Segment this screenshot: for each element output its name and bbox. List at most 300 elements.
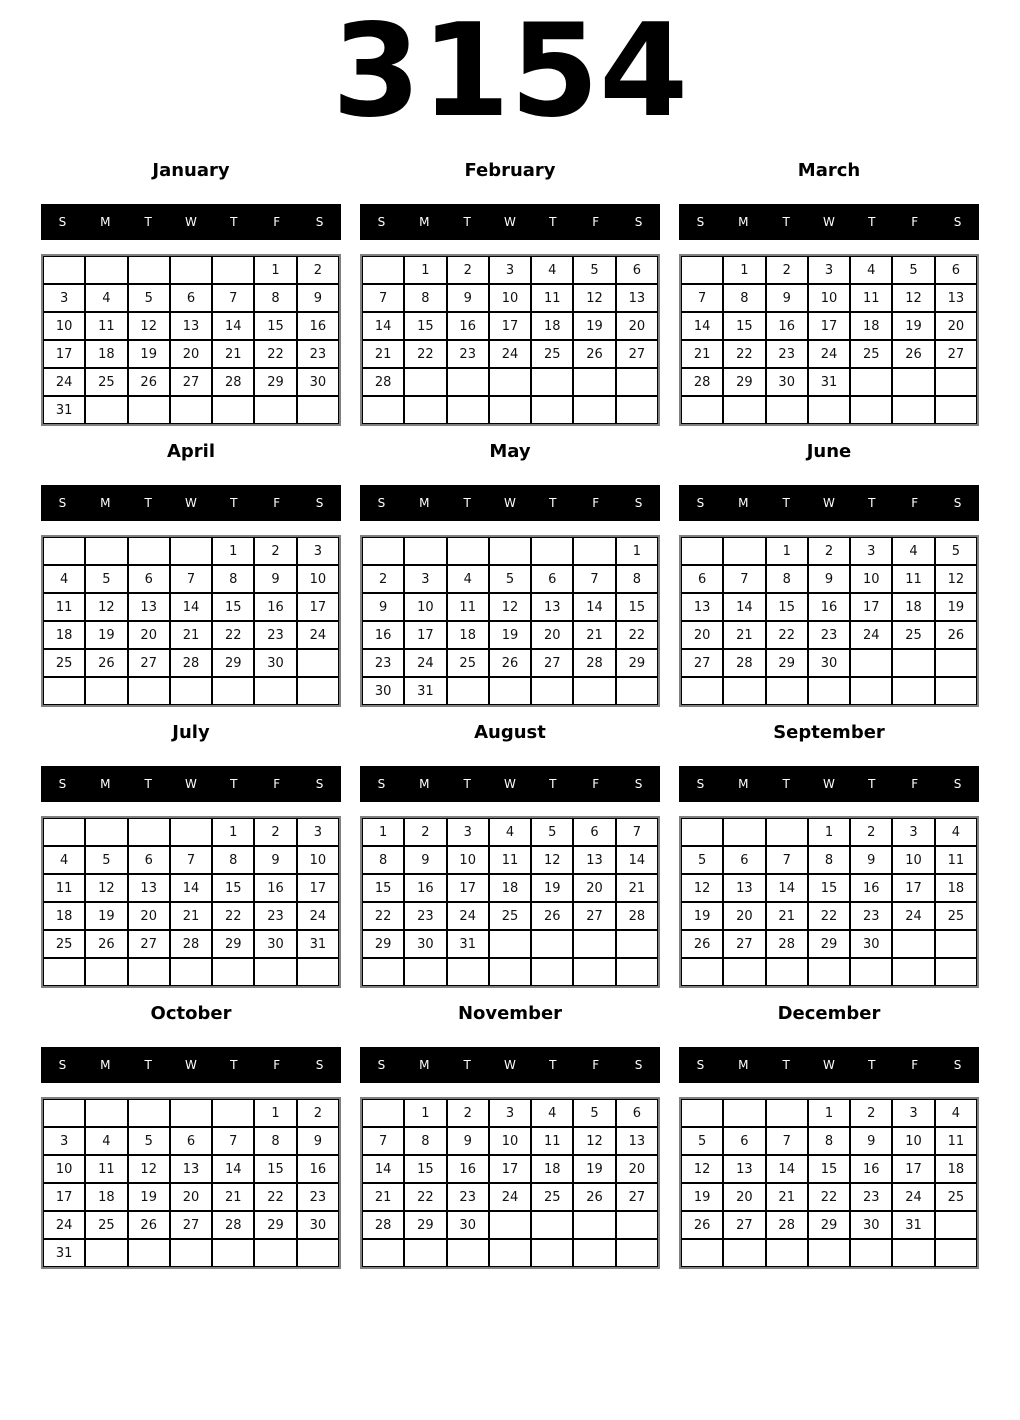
day-cell [254,958,296,986]
weekday-label: S [634,777,643,791]
day-cell [447,958,489,986]
day-cell [766,818,808,846]
day-cell: 2 [404,818,446,846]
day-cell [573,537,615,565]
day-cell [850,649,892,677]
day-cell: 26 [935,621,977,649]
day-cell [297,396,339,424]
day-cell: 11 [531,284,573,312]
day-cell: 25 [531,1183,573,1211]
day-cell: 3 [404,565,446,593]
day-cell: 9 [808,565,850,593]
day-cell [170,818,212,846]
day-cell: 9 [297,1127,339,1155]
day-cell: 25 [935,1183,977,1211]
day-cell: 20 [128,902,170,930]
day-cell: 22 [808,902,850,930]
day-cell [447,368,489,396]
day-cell: 22 [362,902,404,930]
month-name: October [150,1003,232,1024]
day-cell [850,1239,892,1267]
day-cell [43,537,85,565]
day-cell: 1 [766,537,808,565]
day-cell [254,396,296,424]
day-cell: 4 [43,846,85,874]
year-title: 3154 [331,0,689,146]
day-cell: 7 [723,565,765,593]
day-cell: 28 [212,368,254,396]
day-cell: 12 [85,593,127,621]
day-cell: 15 [212,593,254,621]
day-cell: 9 [404,846,446,874]
weekday-label: S [634,215,643,229]
day-cell: 27 [531,649,573,677]
month-block [679,1003,979,1269]
day-cell: 19 [128,1183,170,1211]
day-cell [170,1239,212,1267]
day-cell: 27 [681,649,723,677]
day-cell: 29 [254,1211,296,1239]
day-cell: 6 [128,846,170,874]
day-cell: 3 [489,1099,531,1127]
day-cell [170,537,212,565]
day-cell [297,958,339,986]
day-cell: 22 [254,340,296,368]
weekday-label: S [696,496,705,510]
day-cell [531,537,573,565]
day-cell: 16 [850,1155,892,1183]
day-cell: 23 [447,1183,489,1211]
month-block [679,441,979,707]
day-cell: 10 [808,284,850,312]
day-cell: 19 [681,902,723,930]
day-cell: 11 [935,1127,977,1155]
day-cell: 1 [404,256,446,284]
day-cell: 11 [43,593,85,621]
weekday-header [679,485,979,521]
day-cell: 19 [489,621,531,649]
month-name: May [489,441,531,462]
day-cell: 5 [892,256,934,284]
day-cell: 27 [723,930,765,958]
day-cell: 21 [766,1183,808,1211]
day-cell: 8 [212,846,254,874]
day-cell: 8 [723,284,765,312]
day-cell: 23 [808,621,850,649]
weekday-header [41,1047,341,1083]
day-cell: 26 [892,340,934,368]
day-cell: 12 [935,565,977,593]
day-cell: 28 [170,930,212,958]
day-cell [892,958,934,986]
day-cell [297,1239,339,1267]
day-cell: 17 [43,340,85,368]
day-cell: 8 [808,1127,850,1155]
day-cell [892,1239,934,1267]
day-cell: 31 [447,930,489,958]
day-cell: 21 [212,1183,254,1211]
month-block [41,1003,341,1269]
day-cell: 6 [170,1127,212,1155]
day-cell [850,958,892,986]
day-cell: 5 [85,565,127,593]
day-cell: 1 [362,818,404,846]
weekday-header [679,1047,979,1083]
day-cell: 3 [43,284,85,312]
day-cell [723,818,765,846]
weekday-label: M [419,1058,430,1072]
day-cell: 23 [850,902,892,930]
day-cell: 22 [212,621,254,649]
day-cell: 10 [447,846,489,874]
day-cell [935,368,977,396]
month-block [41,160,341,426]
day-cell: 2 [297,1099,339,1127]
month-block [360,160,660,426]
day-cell: 1 [254,256,296,284]
day-cell [723,396,765,424]
day-grid [679,816,979,988]
day-cell [85,396,127,424]
day-cell: 21 [362,1183,404,1211]
weekday-label: F [273,777,281,791]
day-cell: 1 [212,818,254,846]
weekday-label: S [315,215,324,229]
day-cell [128,958,170,986]
day-cell: 13 [170,312,212,340]
day-cell: 11 [43,874,85,902]
day-cell: 19 [935,593,977,621]
day-cell: 3 [850,537,892,565]
day-cell: 2 [850,818,892,846]
day-cell: 26 [573,340,615,368]
day-cell: 6 [681,565,723,593]
day-cell: 27 [616,340,658,368]
day-cell: 19 [85,621,127,649]
day-grid [679,1097,979,1269]
day-cell [850,396,892,424]
weekday-header [41,204,341,240]
day-cell: 26 [489,649,531,677]
day-cell: 31 [892,1211,934,1239]
day-cell: 3 [892,1099,934,1127]
day-cell: 17 [489,312,531,340]
weekday-label: T [463,496,471,510]
day-cell: 24 [850,621,892,649]
day-cell: 14 [766,874,808,902]
month-name: February [464,160,556,181]
day-cell: 19 [85,902,127,930]
day-cell [531,1211,573,1239]
weekday-header [679,204,979,240]
day-cell: 29 [723,368,765,396]
day-cell: 30 [254,649,296,677]
day-cell: 12 [573,284,615,312]
day-cell [404,537,446,565]
day-cell: 15 [766,593,808,621]
day-cell [212,396,254,424]
weekday-label: T [549,496,557,510]
day-cell [489,396,531,424]
day-cell: 16 [766,312,808,340]
day-cell: 31 [808,368,850,396]
day-cell [723,1099,765,1127]
day-cell: 29 [212,649,254,677]
day-cell: 30 [254,930,296,958]
day-cell [616,1239,658,1267]
weekday-label: W [185,215,197,229]
day-cell: 4 [892,537,934,565]
day-cell: 11 [850,284,892,312]
day-cell: 8 [808,846,850,874]
day-cell: 15 [212,874,254,902]
day-cell: 22 [808,1183,850,1211]
day-cell: 22 [404,340,446,368]
day-cell: 7 [766,1127,808,1155]
day-cell: 22 [616,621,658,649]
day-cell: 15 [254,1155,296,1183]
day-cell [212,1099,254,1127]
day-cell [43,1099,85,1127]
day-cell [43,958,85,986]
day-cell: 19 [681,1183,723,1211]
weekday-label: T [868,1058,876,1072]
weekday-label: W [504,215,516,229]
month-block [360,722,660,988]
day-cell: 5 [681,846,723,874]
day-cell: 8 [404,284,446,312]
day-cell [531,930,573,958]
day-cell: 22 [723,340,765,368]
day-cell [808,958,850,986]
day-cell [850,368,892,396]
day-cell [404,958,446,986]
day-cell: 21 [362,340,404,368]
day-cell: 9 [254,565,296,593]
day-cell: 27 [170,1211,212,1239]
day-cell: 9 [362,593,404,621]
day-cell: 15 [404,312,446,340]
day-cell: 30 [404,930,446,958]
weekday-label: S [377,1058,386,1072]
day-cell [170,958,212,986]
day-grid [679,254,979,426]
month-block [679,722,979,988]
weekday-label: S [377,777,386,791]
day-cell [573,930,615,958]
day-cell: 13 [170,1155,212,1183]
day-cell [808,1239,850,1267]
day-cell: 26 [128,1211,170,1239]
day-cell: 24 [447,902,489,930]
day-cell: 18 [85,1183,127,1211]
day-cell: 5 [128,1127,170,1155]
day-cell: 18 [531,312,573,340]
day-cell [170,677,212,705]
day-cell: 28 [362,1211,404,1239]
day-cell: 26 [85,649,127,677]
weekday-label: W [823,1058,835,1072]
day-cell: 1 [808,818,850,846]
day-cell: 9 [766,284,808,312]
month-name: September [773,722,885,743]
day-cell: 14 [212,1155,254,1183]
day-cell [531,677,573,705]
day-cell [808,396,850,424]
day-cell [404,396,446,424]
day-cell [573,677,615,705]
day-cell [616,677,658,705]
day-cell: 14 [170,874,212,902]
day-cell: 25 [892,621,934,649]
day-cell: 30 [297,1211,339,1239]
day-cell: 18 [850,312,892,340]
day-cell: 27 [616,1183,658,1211]
weekday-header [360,766,660,802]
day-cell: 15 [254,312,296,340]
day-cell [681,256,723,284]
day-cell [766,958,808,986]
weekday-label: T [463,215,471,229]
day-cell [170,396,212,424]
day-cell: 16 [297,312,339,340]
day-cell: 25 [935,902,977,930]
day-cell: 2 [254,537,296,565]
weekday-label: W [823,215,835,229]
day-cell: 19 [892,312,934,340]
day-cell: 25 [447,649,489,677]
day-cell [573,1211,615,1239]
weekday-label: M [419,215,430,229]
day-cell: 4 [447,565,489,593]
day-cell [935,1211,977,1239]
day-cell: 7 [766,846,808,874]
weekday-label: M [100,496,111,510]
weekday-label: F [273,1058,281,1072]
weekday-label: W [185,1058,197,1072]
weekday-label: T [230,496,238,510]
day-cell: 10 [43,312,85,340]
weekday-label: S [377,215,386,229]
day-cell [447,396,489,424]
weekday-label: S [696,1058,705,1072]
day-cell [531,1239,573,1267]
day-cell: 29 [404,1211,446,1239]
day-grid [41,1097,341,1269]
day-cell [170,256,212,284]
day-cell: 8 [254,284,296,312]
day-grid [360,816,660,988]
month-block [41,722,341,988]
day-cell: 13 [531,593,573,621]
day-cell [935,649,977,677]
day-cell: 26 [531,902,573,930]
weekday-label: T [144,1058,152,1072]
day-cell: 25 [43,649,85,677]
day-cell: 27 [128,930,170,958]
month-block [360,441,660,707]
weekday-label: F [592,1058,600,1072]
day-cell [447,677,489,705]
day-cell: 3 [297,818,339,846]
day-grid [360,1097,660,1269]
day-cell: 18 [43,902,85,930]
day-cell [254,1239,296,1267]
day-cell: 28 [573,649,615,677]
day-cell [85,1239,127,1267]
day-cell: 19 [573,312,615,340]
day-cell: 23 [850,1183,892,1211]
day-cell [362,256,404,284]
day-cell: 8 [212,565,254,593]
day-cell: 4 [850,256,892,284]
weekday-label: T [230,215,238,229]
day-cell: 2 [447,1099,489,1127]
day-cell: 25 [85,1211,127,1239]
day-cell: 29 [808,930,850,958]
day-cell: 10 [850,565,892,593]
day-cell [892,930,934,958]
day-cell: 11 [935,846,977,874]
day-cell: 6 [616,1099,658,1127]
day-cell: 16 [447,1155,489,1183]
day-cell: 28 [362,368,404,396]
day-cell: 31 [297,930,339,958]
day-cell: 3 [447,818,489,846]
day-cell [362,396,404,424]
day-cell: 1 [212,537,254,565]
day-cell: 16 [297,1155,339,1183]
weekday-label: S [58,777,67,791]
day-cell: 3 [43,1127,85,1155]
day-cell: 25 [531,340,573,368]
day-cell: 20 [128,621,170,649]
weekday-label: T [868,215,876,229]
day-cell: 21 [170,902,212,930]
day-cell: 23 [766,340,808,368]
day-cell: 13 [723,1155,765,1183]
day-cell [43,256,85,284]
weekday-label: T [144,496,152,510]
day-cell: 6 [935,256,977,284]
weekday-label: F [273,215,281,229]
day-cell: 20 [170,340,212,368]
weekday-label: M [738,215,749,229]
month-name: April [166,441,216,462]
day-cell: 13 [128,874,170,902]
day-cell: 8 [616,565,658,593]
weekday-label: T [230,1058,238,1072]
day-cell [489,368,531,396]
day-cell: 19 [531,874,573,902]
day-cell: 7 [681,284,723,312]
day-cell: 6 [128,565,170,593]
day-cell: 5 [85,846,127,874]
day-cell: 26 [85,930,127,958]
weekday-label: F [911,1058,919,1072]
day-cell: 10 [892,1127,934,1155]
day-cell: 9 [850,846,892,874]
weekday-label: S [58,1058,67,1072]
day-cell [766,1099,808,1127]
weekday-label: S [696,777,705,791]
day-cell: 20 [723,1183,765,1211]
day-cell: 2 [766,256,808,284]
day-cell: 7 [616,818,658,846]
weekday-label: W [504,496,516,510]
day-cell: 20 [531,621,573,649]
day-cell: 24 [43,1211,85,1239]
